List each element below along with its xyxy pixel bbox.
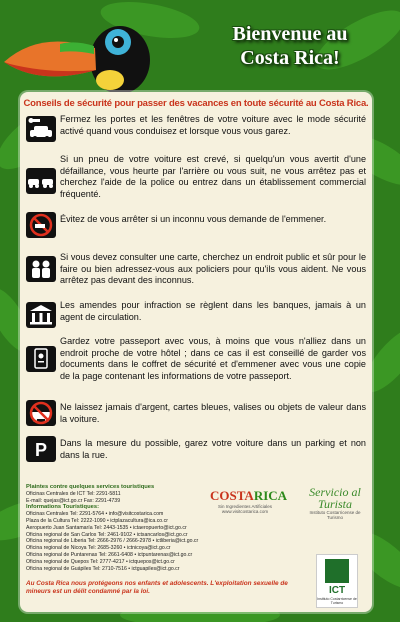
contacts-email: E-mail: quejas@ict.go.cr Fax: 2291-4739 [26, 497, 121, 504]
office-line: Oficina regional de Puntarenas Tel: 2661-6408 • ictpuntarenas@ict.go.cr [26, 551, 193, 558]
footer [20, 484, 372, 612]
title-line-1: Bienvenue au [232, 23, 348, 45]
panel-title: Conseils de sécurité pour passer des vacances en toute sécurité au Costa Rica. [23, 98, 369, 109]
tip-text: Si vous devez consulter une carte, cherchez un endroit public et sûr pour le faire ou bien adressez-vous aux policiers pour qu'ils vous aident. Ne vous arrêtez pas devant des inconnus. [60, 252, 366, 286]
tip-text: Gardez votre passeport avec vous, à moins que vous n'alliez dans un endroit proche de votre hôtel ; dans ce cas il est conseillé de garder vos documents dans le coffret de sécurité et d'emmener avec vous une copie de la page contenant les informations de votre passeport. [60, 336, 366, 381]
contacts-block [26, 484, 226, 572]
ict-name: ICT [328, 585, 346, 596]
ict-logo [316, 554, 358, 608]
tip-text: Ne laissez jamais d'argent, cartes bleues, valises ou objets de valeur dans la voiture. [60, 402, 366, 424]
safety-tips-panel [20, 92, 372, 612]
tip-text: Évitez de vous arrêter si un inconnu vous demande de l'emmener. [60, 214, 327, 224]
contacts-office: Oficinas Centrales de ICT Tel: 2291-5811 [26, 490, 121, 497]
flat-tire-cars-icon [26, 168, 56, 194]
tip-text: Les amendes pour infraction se règlent dans les banques, jamais à un agent de circulation. [60, 300, 366, 322]
office-line: Oficina regional de Quepos Tel: 2777-4217 • ictquepos@ict.go.cr [26, 558, 175, 565]
office-line: Oficinas Centrales Tel: 2291-5764 • info@visitcostarica.com [26, 511, 164, 518]
logo-word-costa: COSTA [210, 488, 254, 503]
costa-rica-logo [210, 488, 288, 514]
office-line: Aeropuerto Juan Santamaría Tel: 2443-1535 • ictaeropuerto@ict.go.cr [26, 524, 187, 531]
servicio-al-turista-logo [302, 486, 368, 520]
office-line: Plaza de la Cultura Tel: 2222-1090 • ictplazacultura@ica.co.cr [26, 517, 168, 524]
logo-word-rica: RICA [253, 488, 288, 503]
parking-icon [26, 436, 56, 462]
logo-tagline: Sin Ingredientes Artificiales [217, 504, 273, 509]
ict-mark-icon [325, 559, 349, 583]
people-icon [26, 256, 56, 282]
contacts-title: Plaintes contre quelques services touristiques [26, 484, 155, 490]
info-title: Informations Touristiques: [26, 504, 99, 511]
office-line: Oficina regional de Nicoya Tel: 2685-3260 • ictnicoya@ict.go.cr [26, 545, 171, 552]
office-line: Oficina regional de Guápiles Tel: 2710-7516 • ictguapiles@ict.go.cr [26, 565, 180, 572]
child-protection-warning: Au Costa Rica nous protégeons nos enfants et adolescents. L'exploitation sexuelle de mineurs est un délit condamné par la loi. [26, 580, 288, 595]
car-keys-icon [26, 116, 56, 142]
office-line: Oficina regional de San Carlos Tel: 2461-9102 • ictsancarlos@ict.go.cr [26, 531, 188, 538]
passport-icon [26, 346, 56, 372]
no-hitchhiker-icon [26, 212, 56, 238]
office-line: Oficina regional de Liberia Tel: 2666-2976 / 2666-2978 • ictliberia@ict.go.cr [26, 538, 199, 545]
page-title [190, 22, 390, 70]
title-line-2: Costa Rica! [240, 47, 340, 69]
tip-text: Si un pneu de votre voiture est crevé, si quelqu'un vous avertit d'une défaillance, vous heurte par l'arrière ou vous suit, ne vous arrêtez pas et cherchez l'aide de la police ou entrez dans un établissement commercial fréquenté. [60, 154, 366, 199]
no-valuables-in-car-icon [26, 400, 56, 426]
servicio-logo-text: Servicio al Turista [309, 485, 361, 511]
logo-url: www.visitcostarica.com [221, 509, 269, 514]
servicio-logo-sub: Instituto Costarricense de Turismo [309, 510, 361, 520]
svg-text:P: P [34, 440, 48, 460]
tip-text: Fermez les portes et les fenêtres de votre voiture avec le mode sécurité activé quand vous conduisez et lorsque vous vous garez. [60, 114, 366, 136]
tip-text: Dans la mesure du possible, garez votre voiture dans un parking et non dans la rue. [60, 438, 366, 460]
bank-icon [26, 302, 56, 328]
ict-sub: Instituto Costarricense de Turismo [317, 597, 357, 605]
